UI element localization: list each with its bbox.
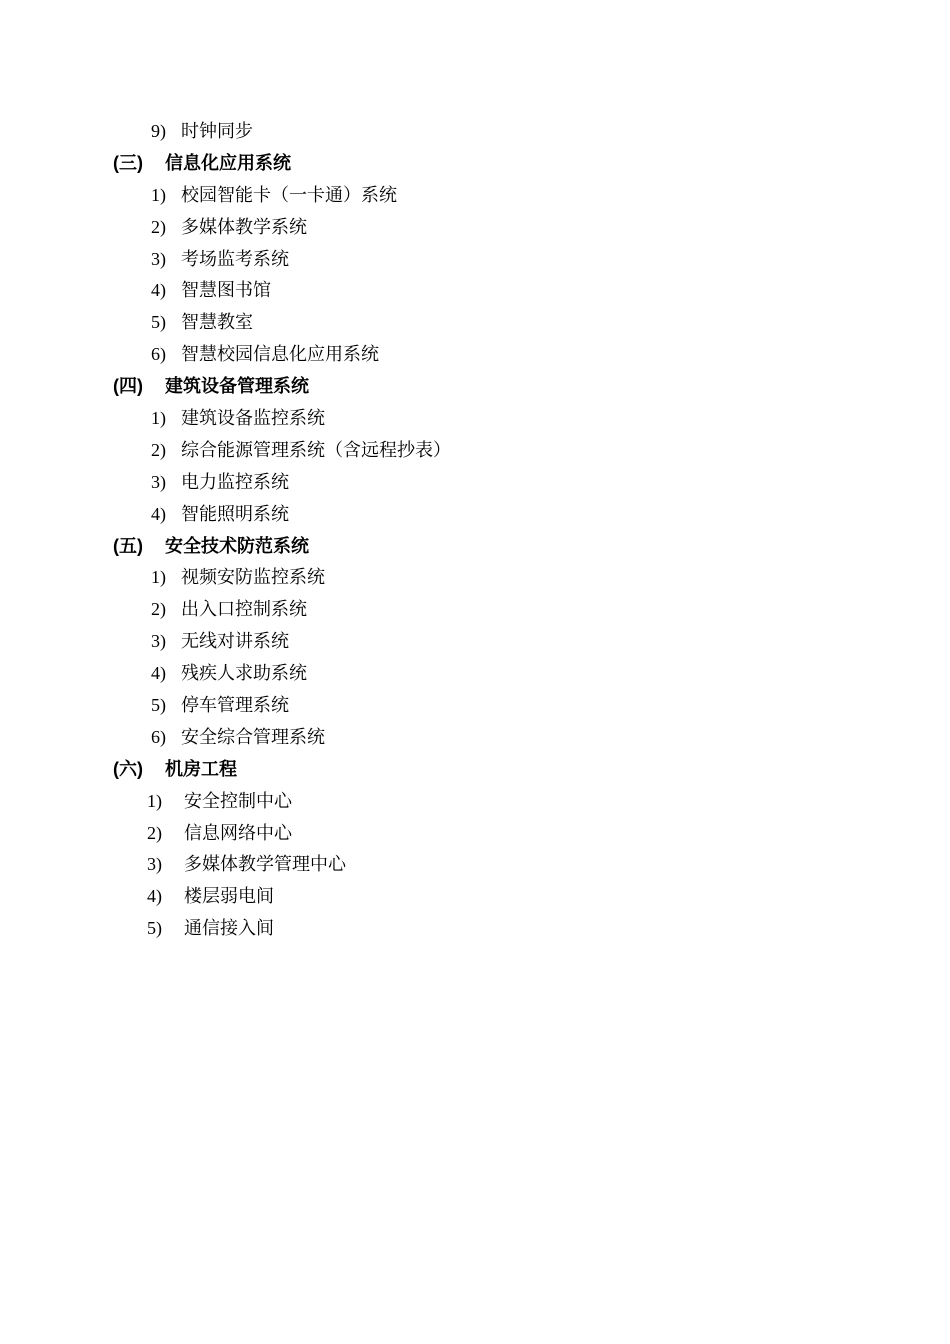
- item-text: 智慧校园信息化应用系统: [181, 344, 379, 366]
- item-number: 3): [151, 631, 166, 652]
- section-number: (四): [113, 376, 143, 397]
- section-heading: [0, 754, 950, 786]
- list-item: [0, 881, 950, 913]
- list-item: [0, 499, 950, 531]
- item-number: 2): [147, 822, 162, 843]
- item-number: 6): [151, 344, 166, 365]
- item-text: 视频安防监控系统: [181, 567, 325, 589]
- list-item: [0, 562, 950, 594]
- item-text: 电力监控系统: [181, 471, 289, 493]
- item-number: 5): [151, 695, 166, 716]
- item-text: 建筑设备监控系统: [181, 408, 325, 430]
- item-text: 多媒体教学管理中心: [184, 854, 346, 876]
- section-number: (五): [113, 535, 143, 556]
- list-item: [0, 403, 950, 435]
- list-item: [0, 818, 950, 850]
- item-text: 安全综合管理系统: [181, 726, 325, 748]
- item-number: 3): [151, 471, 166, 492]
- item-text: 智慧图书馆: [181, 280, 271, 302]
- item-number: 2): [151, 439, 166, 460]
- section-number: (六): [113, 758, 143, 779]
- item-number: 3): [151, 248, 166, 269]
- item-number: 2): [151, 599, 166, 620]
- list-item: [0, 467, 950, 499]
- list-item: [0, 594, 950, 626]
- list-item: [0, 849, 950, 881]
- section-title: 安全技术防范系统: [165, 535, 309, 557]
- list-item: [0, 913, 950, 945]
- item-text: 校园智能卡（一卡通）系统: [181, 184, 397, 206]
- section-number: (三): [113, 152, 143, 173]
- item-text: 多媒体教学系统: [181, 216, 307, 238]
- item-number: 2): [151, 216, 166, 237]
- list-item: [0, 180, 950, 212]
- section-heading: [0, 531, 950, 563]
- item-number: 4): [151, 280, 166, 301]
- item-number: 1): [147, 790, 162, 811]
- list-item: [0, 275, 950, 307]
- list-item: [0, 435, 950, 467]
- list-item: [0, 244, 950, 276]
- item-text: 智能照明系统: [181, 503, 289, 525]
- item-number: 4): [151, 503, 166, 524]
- item-number: 4): [151, 663, 166, 684]
- list-item: [0, 212, 950, 244]
- list-item: [0, 722, 950, 754]
- list-item: [0, 116, 950, 148]
- item-number: 9): [151, 121, 166, 141]
- list-item: [0, 307, 950, 339]
- item-text: 综合能源管理系统（含远程抄表）: [181, 439, 451, 461]
- item-text: 安全控制中心: [184, 790, 292, 812]
- section-title: 信息化应用系统: [165, 152, 291, 174]
- item-text: 无线对讲系统: [181, 631, 289, 653]
- item-number: 5): [151, 312, 166, 333]
- section-heading: [0, 148, 950, 180]
- item-text: 考场监考系统: [181, 248, 289, 270]
- item-number: 1): [151, 567, 166, 588]
- item-number: 5): [147, 918, 162, 939]
- item-text: 信息网络中心: [184, 822, 292, 844]
- document-page: [0, 116, 950, 945]
- item-number: 3): [147, 854, 162, 875]
- item-text: 时钟同步: [181, 121, 253, 142]
- list-item: [0, 626, 950, 658]
- item-text: 出入口控制系统: [181, 599, 307, 621]
- item-text: 停车管理系统: [181, 695, 289, 717]
- item-number: 1): [151, 408, 166, 429]
- section-title: 机房工程: [165, 758, 237, 780]
- item-text: 通信接入间: [184, 918, 274, 940]
- list-item: [0, 658, 950, 690]
- section-title: 建筑设备管理系统: [165, 376, 309, 398]
- list-item: [0, 690, 950, 722]
- item-text: 楼层弱电间: [184, 886, 274, 908]
- item-number: 4): [147, 886, 162, 907]
- item-text: 智慧教室: [181, 312, 253, 334]
- section-heading: [0, 371, 950, 403]
- list-item: [0, 786, 950, 818]
- item-text: 残疾人求助系统: [181, 663, 307, 685]
- item-number: 1): [151, 184, 166, 205]
- list-item: [0, 339, 950, 371]
- item-number: 6): [151, 726, 166, 747]
